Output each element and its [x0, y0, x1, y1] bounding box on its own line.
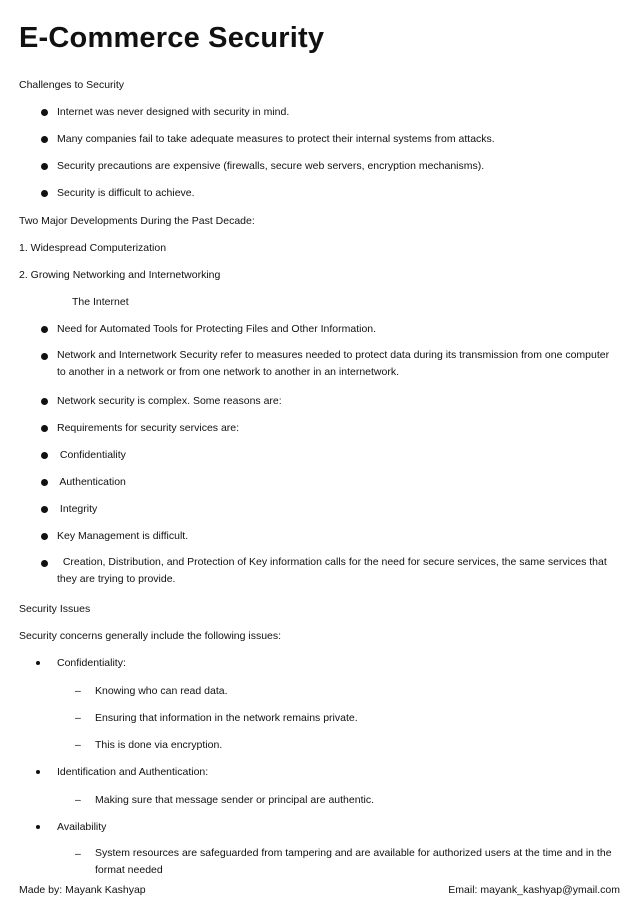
numbered-item: 1. Widespread Computerization [19, 242, 167, 254]
list-item-text: Ensuring that information in the network remains private. [95, 712, 358, 724]
list-item-text: Identification and Authentication: [57, 766, 209, 778]
bullet-icon [41, 452, 48, 459]
issues-intro: Security concerns generally include the following issues: [19, 630, 282, 642]
list-item-text: Network security is complex. Some reasons are: [57, 395, 282, 407]
challenges-heading: Challenges to Security [19, 79, 125, 91]
bullet-icon [41, 163, 48, 170]
list-item-text: Security is difficult to achieve. [57, 187, 195, 199]
footer-author: Made by: Mayank Kashyap [19, 884, 146, 896]
list-item-text: Knowing who can read data. [95, 685, 228, 697]
bullet-icon [41, 326, 48, 333]
list-item-text: Confidentiality [57, 449, 126, 461]
list-item-text: System resources are safeguarded from tampering and are available for authorized users at the time and in the format needed [95, 847, 612, 876]
dash-icon: – [75, 739, 81, 751]
bullet-icon [41, 560, 48, 567]
bullet-icon [41, 398, 48, 405]
bullet-icon [41, 136, 48, 143]
issues-heading: Security Issues [19, 603, 91, 615]
list-item-text: Need for Automated Tools for Protecting Files and Other Information. [57, 323, 377, 335]
bullet-icon [41, 425, 48, 432]
bullet-icon [41, 533, 48, 540]
dash-icon: – [75, 848, 81, 860]
numbered-item: 2. Growing Networking and Internetworking [19, 269, 221, 281]
dash-icon: – [75, 794, 81, 806]
bullet-icon [41, 479, 48, 486]
bullet-icon [41, 109, 48, 116]
footer-email: Email: mayank_kashyap@ymail.com [448, 884, 620, 896]
bullet-icon [41, 353, 48, 360]
list-item-text: Requirements for security services are: [57, 422, 240, 434]
list-item-text: Integrity [57, 503, 98, 515]
dash-icon: – [75, 685, 81, 697]
bullet-icon [41, 506, 48, 513]
bullet-icon [41, 190, 48, 197]
list-item-text: Confidentiality: [57, 657, 126, 669]
list-item-text: Creation, Distribution, and Protection of Key information calls for the need for secure services, the same services that they are trying to provide. [57, 556, 610, 585]
list-item-text: Making sure that message sender or principal are authentic. [95, 794, 374, 806]
list-item-text: Network and Internetwork Security refer to measures needed to protect data during its transmission from one computer to another in a network or from one network to another in an internetwork. [57, 349, 610, 378]
subheading-internet: The Internet [72, 296, 129, 308]
list-item-text: Availability [57, 821, 107, 833]
bullet-icon [36, 770, 40, 774]
list-item-text: Many companies fail to take adequate measures to protect their internal systems from attacks. [57, 133, 495, 145]
bullet-icon [36, 661, 40, 665]
list-item-text: Key Management is difficult. [57, 530, 189, 542]
developments-heading: Two Major Developments During the Past Decade: [19, 215, 255, 227]
list-item-text: This is done via encryption. [95, 739, 223, 751]
bullet-icon [36, 825, 40, 829]
document-title: E-Commerce Security [19, 22, 325, 54]
list-item-text: Internet was never designed with security in mind. [57, 106, 290, 118]
list-item-text: Security precautions are expensive (firewalls, secure web servers, encryption mechanisms). [57, 160, 485, 172]
list-item-text: Authentication [57, 476, 126, 488]
dash-icon: – [75, 712, 81, 724]
